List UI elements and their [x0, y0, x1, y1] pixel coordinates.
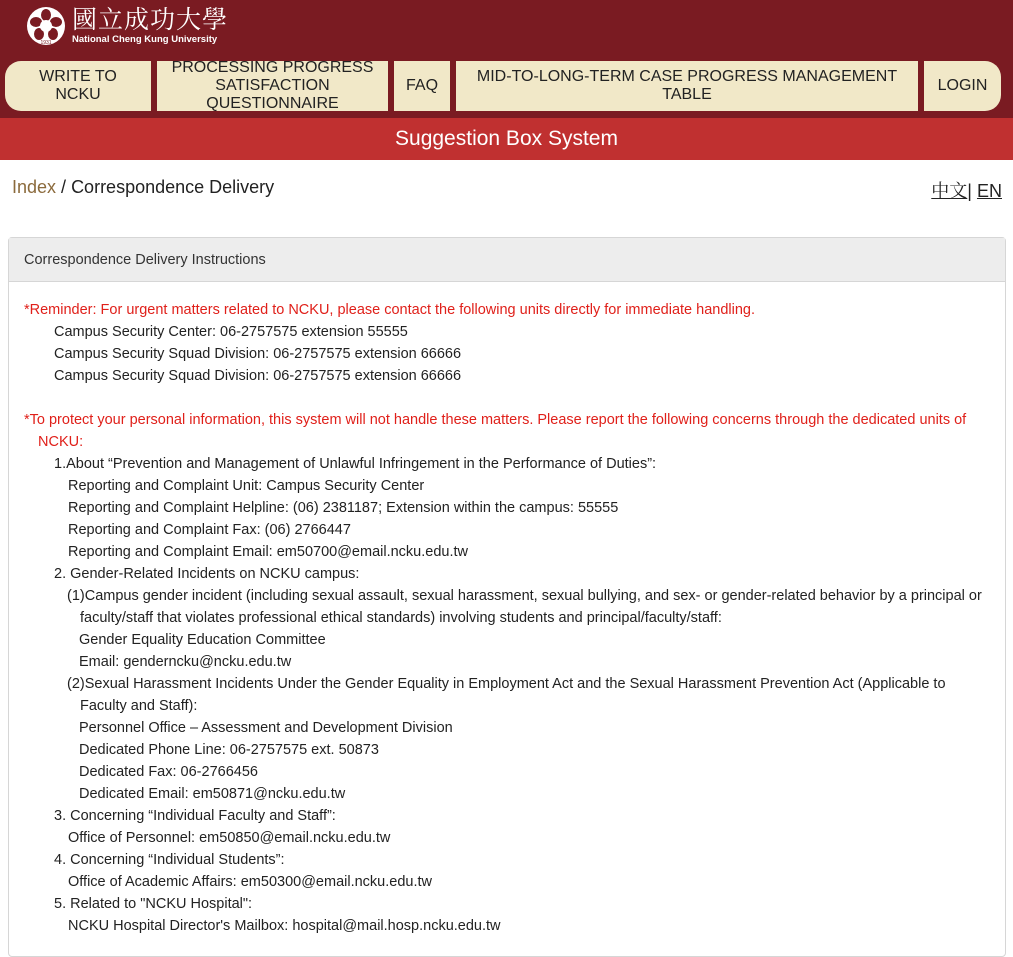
panel-body — [9, 282, 1005, 937]
breadcrumb-index-link[interactable]: Index — [12, 177, 57, 197]
contact-line: Campus Security Center: 06-2757575 extension 55555 — [54, 324, 408, 340]
nav-label: LOGIN — [937, 77, 988, 94]
breadcrumb — [12, 177, 274, 198]
nav-satisfaction-questionnaire[interactable] — [157, 61, 388, 111]
instructions-panel — [8, 237, 1006, 957]
language-switcher — [931, 177, 1002, 203]
nav-label: FAQ — [406, 77, 439, 94]
lang-en-link[interactable]: EN — [976, 181, 1002, 201]
item1-line: Reporting and Complaint Email: em50700@email.ncku.edu.tw — [68, 544, 468, 560]
logo-year: 1931 — [40, 40, 52, 46]
breadcrumb-separator: / — [56, 177, 72, 197]
banner-title: Suggestion Box System — [395, 127, 618, 150]
main-nav — [5, 61, 1001, 111]
nav-label: MID-TO-LONG-TERM CASE PROGRESS MANAGEMENT TABLE — [476, 68, 898, 103]
ncku-seal-icon — [26, 6, 66, 46]
lang-separator: | — [967, 181, 972, 201]
item1-line: Reporting and Complaint Helpline: (06) 2381187; Extension within the campus: 55555 — [68, 500, 619, 516]
panel-title: Correspondence Delivery Instructions — [24, 251, 266, 268]
item2-sub1-line: Email: genderncku@ncku.edu.tw — [79, 654, 292, 670]
item3-line: Office of Personnel: em50850@email.ncku.edu.tw — [68, 830, 391, 846]
contact-line: Campus Security Squad Division: 06-2757575 extension 66666 — [54, 346, 462, 362]
nav-case-progress-table[interactable] — [456, 61, 918, 111]
item2-sub1-title: (1)Campus gender incident (including sexual assault, sexual harassment, sexual bullying, and sex- or gender-related behavior by a principal or faculty/staff that violates professional ethical standards) involving students and principal/faculty/staff: — [67, 588, 982, 626]
item5-line: NCKU Hospital Director's Mailbox: hospital@mail.hosp.ncku.edu.tw — [68, 918, 501, 934]
privacy-notice: *To protect your personal information, this system will not handle these matters. Please report the following concerns through the dedicated units of NCKU: — [24, 412, 967, 450]
panel-heading — [9, 238, 1005, 282]
item2-sub2-title: (2)Sexual Harassment Incidents Under the Gender Equality in Employment Act and the Sexual Harassment Prevention Act (Applicable to Faculty and Staff): — [67, 676, 946, 714]
system-banner — [0, 118, 1013, 160]
breadcrumb-bar — [0, 160, 1013, 216]
item3-title: 3. Concerning “Individual Faculty and Staff”: — [54, 808, 336, 824]
nav-login[interactable] — [924, 61, 1001, 111]
nav-write-to-ncku[interactable] — [5, 61, 151, 111]
item1-line: Reporting and Complaint Fax: (06) 2766447 — [68, 522, 351, 538]
logo-chinese-name: 國立成功大學 — [72, 5, 229, 34]
breadcrumb-current: Correspondence Delivery — [71, 177, 275, 197]
nav-label: WRITE TO NCKU — [39, 68, 117, 103]
item2-sub2-line: Dedicated Email: em50871@ncku.edu.tw — [79, 786, 346, 802]
nav-faq[interactable] — [394, 61, 450, 111]
logo-english-name: National Cheng Kung University — [72, 34, 218, 45]
item2-sub2-line: Dedicated Fax: 06-2766456 — [79, 764, 258, 780]
nav-label: PROCESSING PROGRESS SATISFACTION QUESTIONNAIRE — [171, 59, 374, 112]
item2-title: 2. Gender-Related Incidents on NCKU campus: — [54, 566, 360, 582]
ncku-logo[interactable] — [26, 6, 228, 46]
site-header — [0, 0, 1013, 118]
contact-line: Campus Security Squad Division: 06-2757575 extension 66666 — [54, 368, 462, 384]
lang-zh-link[interactable]: 中文 — [931, 181, 968, 201]
item5-title: 5. Related to "NCKU Hospital": — [54, 896, 253, 912]
item2-sub1-line: Gender Equality Education Committee — [79, 632, 326, 648]
item1-title: 1.About “Prevention and Management of Unlawful Infringement in the Performance of Duties”: — [54, 456, 657, 472]
item4-line: Office of Academic Affairs: em50300@email.ncku.edu.tw — [68, 874, 432, 890]
item2-sub2-line: Personnel Office – Assessment and Development Division — [79, 720, 453, 736]
item1-line: Reporting and Complaint Unit: Campus Security Center — [68, 478, 425, 494]
urgent-reminder: *Reminder: For urgent matters related to NCKU, please contact the following units directly for immediate handling. — [24, 302, 755, 318]
item4-title: 4. Concerning “Individual Students”: — [54, 852, 285, 868]
item2-sub2-line: Dedicated Phone Line: 06-2757575 ext. 50873 — [79, 742, 379, 758]
